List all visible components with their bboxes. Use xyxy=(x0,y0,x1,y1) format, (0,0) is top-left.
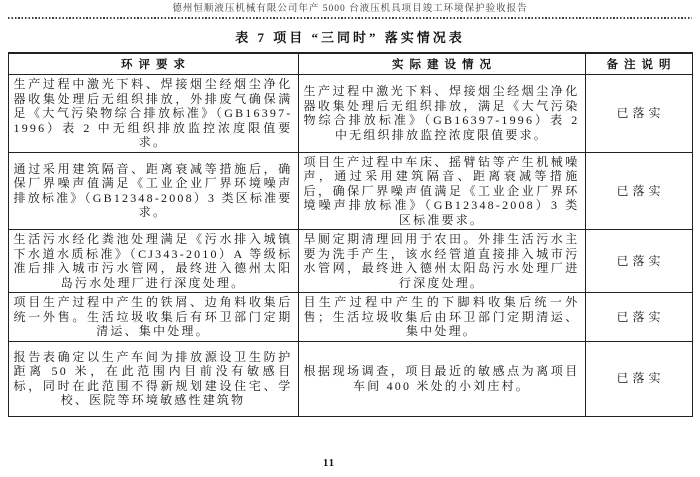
table-row xyxy=(8,341,692,416)
table-title: 表 7 项目 “三同时” 落实情况表 xyxy=(235,30,465,45)
three-simultaneities-table xyxy=(8,52,693,417)
column-header-actual-construction: 实际建设情况 xyxy=(298,53,585,75)
cell-remark: 已落实 xyxy=(585,152,692,230)
table-header-row xyxy=(8,53,692,75)
cell-eia-requirement: 通过采用建筑隔音、距离衰减等措施后，确保厂界噪声值满足《工业企业厂界环境噪声排放标准》（GB12348-2008）3 类区标准要求。 xyxy=(8,152,298,230)
cell-actual-construction: 项目生产过程中车床、摇臂钻等产生机械噪声，通过采用建筑隔音、距离衰减等措施后，确保厂界噪声值满足《工业企业厂界环境噪声排放标准》（GB12348-2008）3 类区标准要求。 xyxy=(298,152,585,230)
cell-remark: 已落实 xyxy=(585,293,692,342)
table-row xyxy=(8,230,692,293)
cell-eia-requirement: 报告表确定以生产车间为排放源设卫生防护距离 50 米，在此范围内目前没有敏感目标，同时在此范围不得新规划建设住宅、学校、医院等环境敏感性建筑物 xyxy=(8,341,298,416)
column-header-remark: 备注说明 xyxy=(585,53,692,75)
cell-eia-requirement: 生活污水经化粪池处理满足《污水排入城镇下水道水质标准》（CJ343-2010）A 等级标准后排入城市污水管网，最终进入德州太阳岛污水处理厂进行深度处理。 xyxy=(8,230,298,293)
column-header-eia-requirement: 环评要求 xyxy=(8,53,298,75)
cell-actual-construction: 根据现场调查，项目最近的敏感点为离项目车间 400 米处的小刘庄村。 xyxy=(298,341,585,416)
cell-remark: 已落实 xyxy=(585,341,692,416)
table-row xyxy=(8,293,692,342)
page-number: 11 xyxy=(323,458,335,469)
table-row xyxy=(8,75,692,153)
table-row xyxy=(8,152,692,230)
cell-remark: 已落实 xyxy=(585,230,692,293)
cell-actual-construction: 旱厕定期清理回用于农田。外排生活污水主要为洗手产生，该水经管道直接排入城市污水管网，最终进入德州太阳岛污水处理厂进行深度处理。 xyxy=(298,230,585,293)
document-header-title: 德州恒顺液压机械有限公司年产 5000 台液压机具项目竣工环境保护验收报告 xyxy=(172,4,528,14)
cell-actual-construction: 生产过程中激光下料、焊接烟尘经烟尘净化器收集处理后无组织排放，满足《大气污染物综合排放标准》（GB16397-1996）表 2 中无组织排放监控浓度限值要求。 xyxy=(298,75,585,153)
cell-actual-construction: 目生产过程中产生的下脚料收集后统一外售；生活垃圾收集后由环卫部门定期清运、集中处理。 xyxy=(298,293,585,342)
cell-remark: 已落实 xyxy=(585,75,692,153)
cell-eia-requirement: 项目生产过程中产生的铁屑、边角料收集后统一外售。生活垃圾收集后有环卫部门定期清运、集中处理。 xyxy=(8,293,298,342)
cell-eia-requirement: 生产过程中激光下料、焊接烟尘经烟尘净化器收集处理后无组织排放，外排废气确保满足《大气污染物综合排放标准》（GB16397-1996）表 2 中无组织排放监控浓度限值要求。 xyxy=(8,75,298,153)
header-divider-rule xyxy=(8,17,692,19)
